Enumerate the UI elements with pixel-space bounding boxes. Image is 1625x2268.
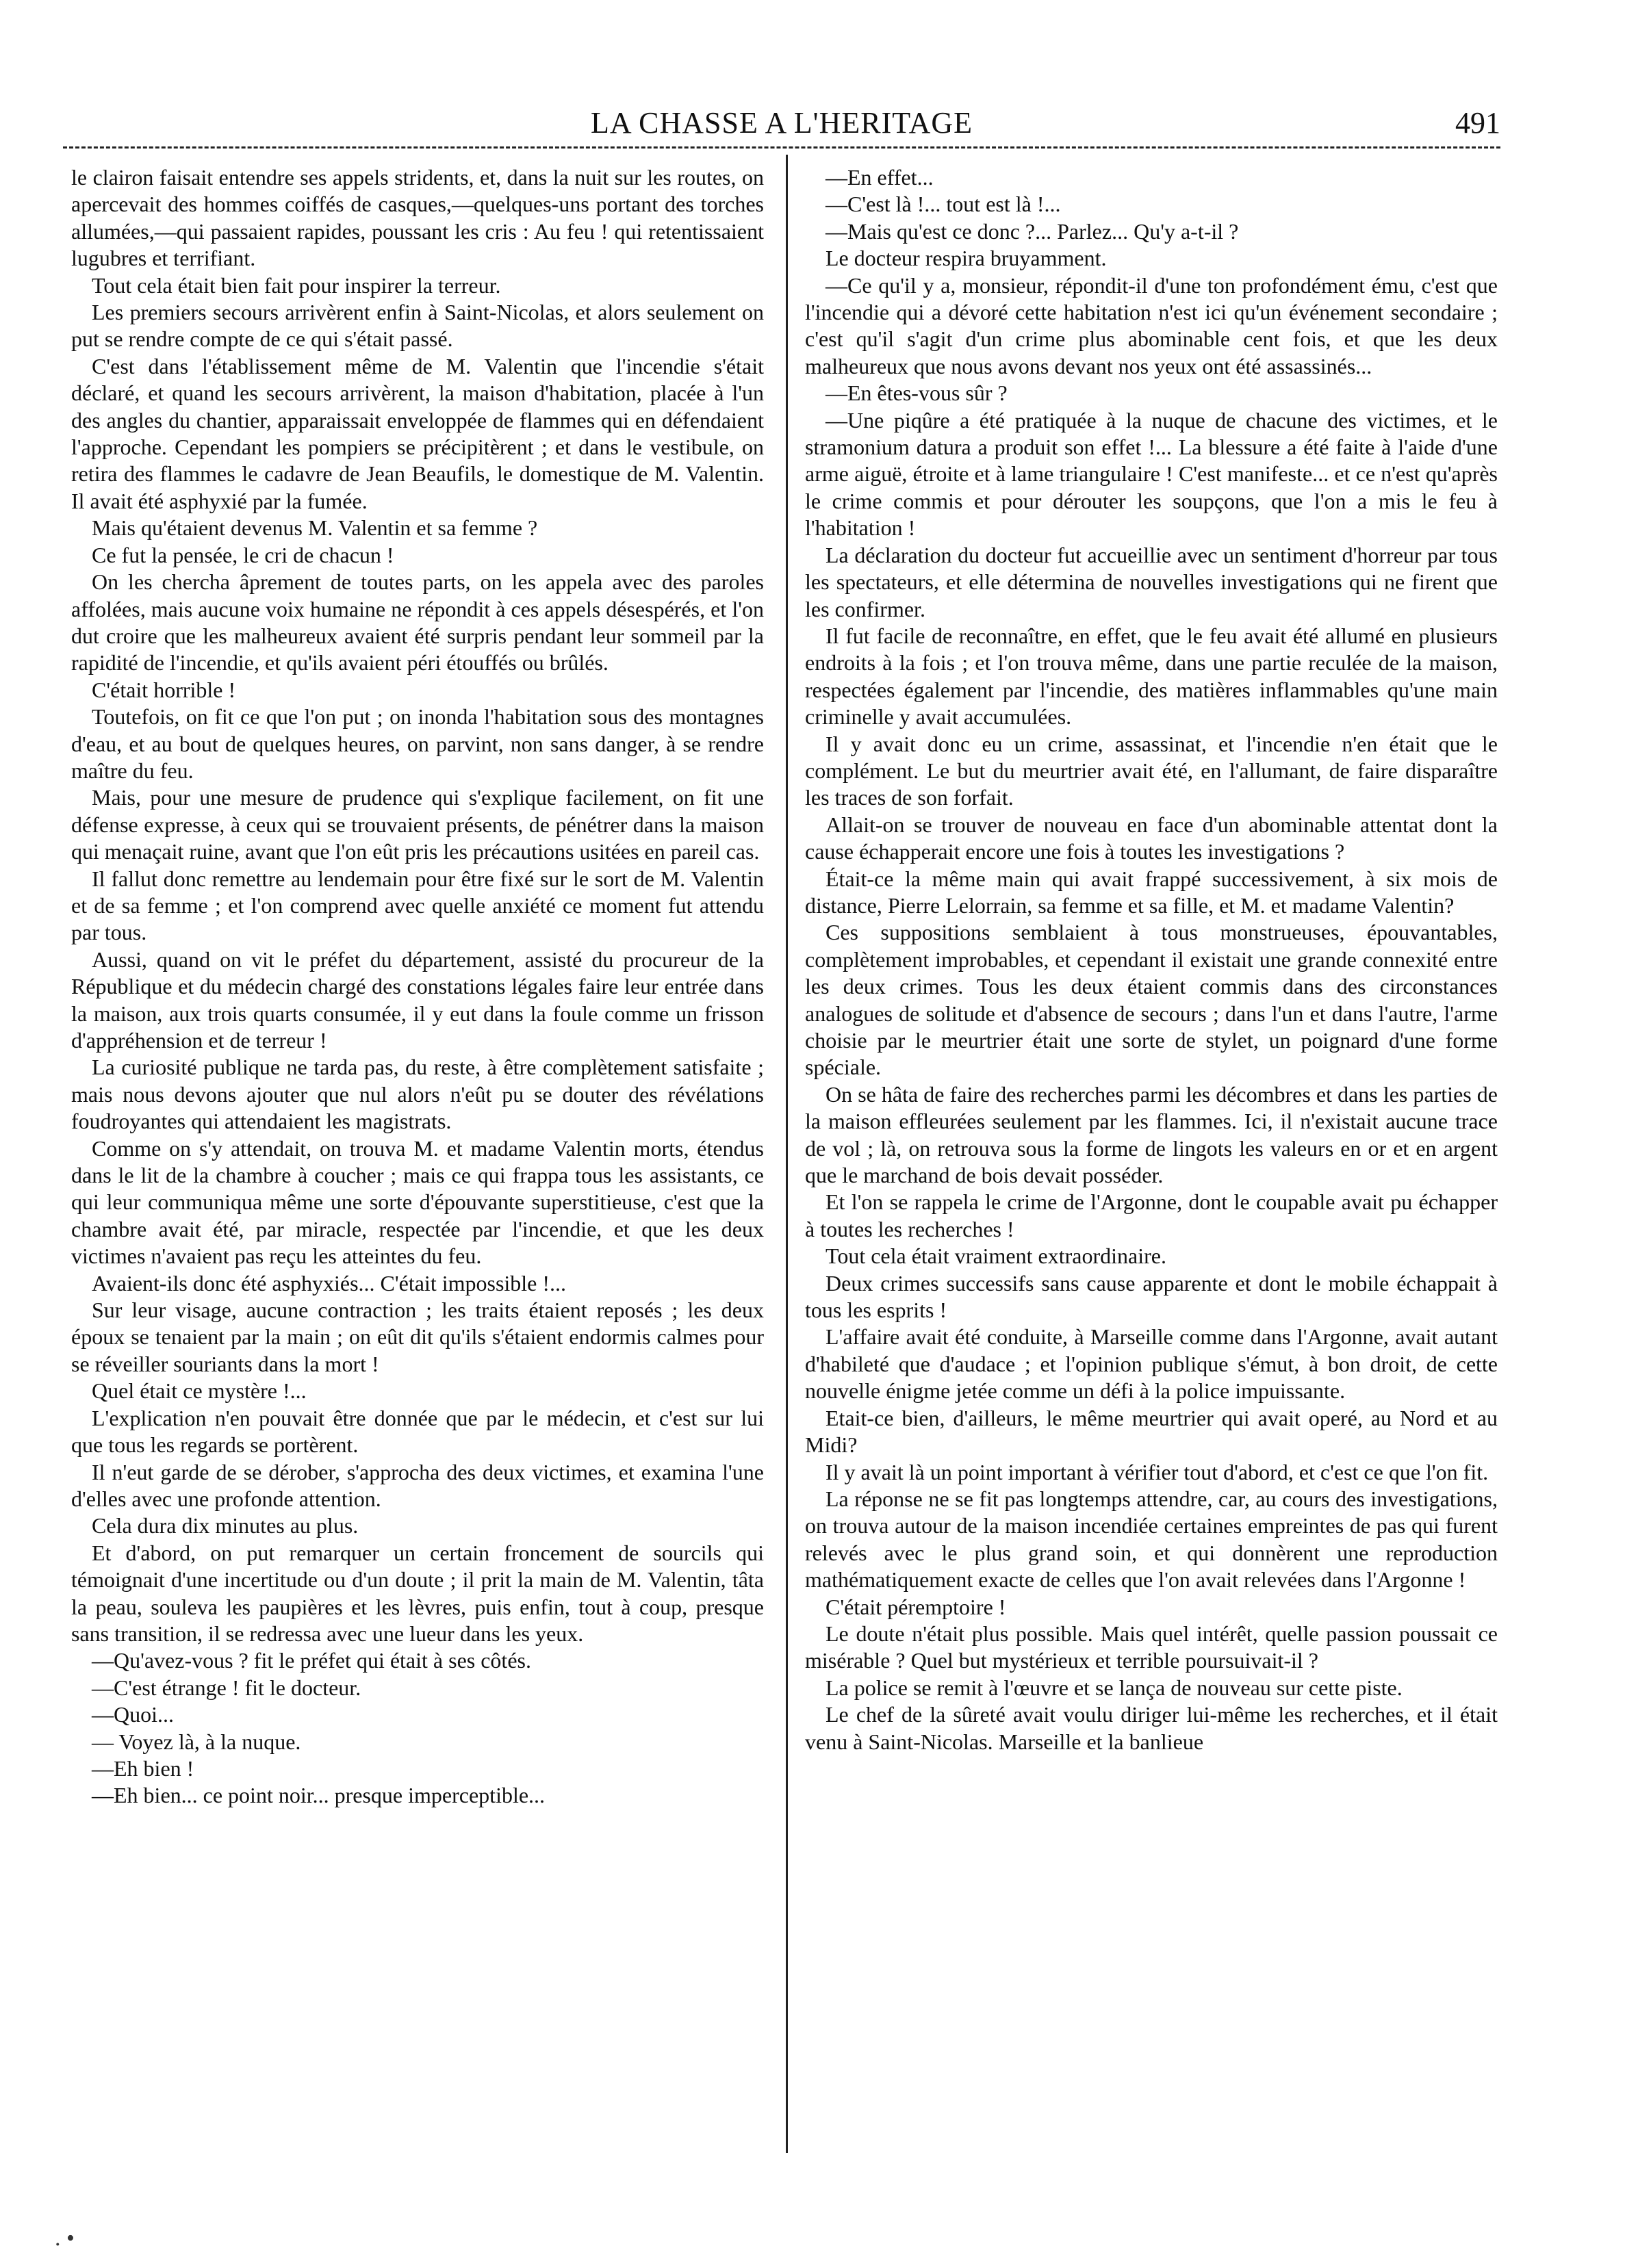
paragraph: Toutefois, on fit ce que l'on put ; on inonda l'habitation sous des montagnes d'eau, et au bout de quelques heures, on parvint, non sans danger, à se rendre maître du feu.	[71, 704, 764, 783]
dialogue-line: —C'est étrange ! fit le docteur.	[92, 1675, 361, 1700]
dialogue-line: —En effet...	[826, 165, 934, 190]
paragraph: Tout cela était vraiment extraordinaire.	[826, 1243, 1166, 1269]
paragraph: Mais qu'étaient devenus M. Valentin et sa femme ?	[92, 515, 538, 541]
dialogue-line: —Qu'avez-vous ? fit le préfet qui était à ses côtés.	[92, 1648, 531, 1673]
running-title: LA CHASSE A L'HERITAGE	[590, 106, 973, 140]
paragraph: Comme on s'y attendait, on trouva M. et madame Valentin morts, étendus dans le lit de la chambre à coucher ; mais ce qui frappa tous les assistants, ce qui leur communiqua même une sorte d'épouvante superstitieuse, c'est que la chambre avait été, par miracle, respectée par l'incendie, et que les deux victimes n'avaient pas reçu les atteintes du feu.	[71, 1135, 764, 1269]
paragraph: Quel était ce mystère !...	[92, 1378, 307, 1404]
dialogue-line: —Quoi...	[92, 1702, 174, 1727]
paragraph: C'était péremptoire !	[826, 1594, 1006, 1619]
paragraph: Sur leur visage, aucune contraction ; les traits étaient reposés ; les deux époux se tenaient par la main ; on eût dit qu'ils s'étaient endormis calmes pour se réveiller souriants dans la mort !	[71, 1298, 764, 1376]
page-number: 491	[1455, 106, 1500, 140]
dialogue-line: —En êtes-vous sûr ?	[826, 381, 1008, 406]
dialogue-line: —Eh bien... ce point noir... presque imperceptible...	[92, 1783, 546, 1808]
paragraph: Et d'abord, on put remarquer un certain froncement de sourcils qui témoignait d'une incertitude ou d'un doute ; il prit la main de M. Valentin, tâta la peau, souleva les paupières et les lèvres, puis enfin, tout à coup, presque sans transition, il se redressa avec une lueur dans les yeux.	[71, 1540, 764, 1646]
paragraph: Le chef de la sûreté avait voulu diriger lui-même les recherches, et il était venu à Saint-Nicolas. Marseille et la banlieue	[805, 1702, 1498, 1754]
paragraph: C'était horrible !	[92, 677, 236, 702]
paragraph: On les chercha âprement de toutes parts, on les appela avec des paroles affolées, mais aucune voix humaine ne répondit à ces appels désespérés, et l'on dut croire que les malheureux avaient été surpris pendant leur sommeil par la rapidité de l'incendie, et qu'ils avaient péri étouffés ou brûlés.	[71, 569, 764, 675]
paragraph: Ce fut la pensée, le cri de chacun !	[92, 542, 394, 567]
paragraph: C'est dans l'établissement même de M. Valentin que l'incendie s'était déclaré, et quand les secours arrivèrent, la maison d'habitation, placée à l'un des angles du chantier, apparaissait enveloppée de flammes qui en défendaient l'approche. Cependant les pompiers se précipitèrent ; et dans le vestibule, on retira des flammes le cadavre de Jean Beaufils, le domestique de M. Valentin. Il avait été asphyxié par la fumée.	[71, 353, 764, 513]
paragraph: Le docteur respira bruyamment.	[826, 246, 1107, 271]
paragraph: Allait-on se trouver de nouveau en face d'un abominable attentat dont la cause échapperait encore une fois à toutes les investigations ?	[805, 812, 1498, 864]
paragraph: Il fut facile de reconnaître, en effet, que le feu avait été allumé en plusieurs endroits à la fois ; et l'on trouva même, dans une partie reculée de la maison, respectées également par l'incendie, des matières inflammables qu'une main criminelle y avait accumulées.	[805, 623, 1498, 730]
paragraph: La réponse ne se fit pas longtemps attendre, car, au cours des investigations, on trouva autour de la maison incendiée certaines empreintes de pas qui furent relevés avec le plus grand soin, et qui donnèrent une reproduction mathématiquement exacte de celles que l'on avait relevées dans l'Argonne !	[805, 1486, 1498, 1593]
right-column	[805, 164, 1498, 1755]
paragraph: La curiosité publique ne tarda pas, du reste, à être complètement satisfaite ; mais nous devons ajouter que nul alors n'eût pu se douter des révélations foudroyantes qui attendaient les magistrats.	[71, 1055, 764, 1134]
paragraph: L'explication n'en pouvait être donnée que par le médecin, et c'est sur lui que tous les regards se portèrent.	[71, 1405, 764, 1458]
paragraph: —Une piqûre a été pratiquée à la nuque de chacune des victimes, et le stramonium datura a produit son effet !... La blessure a été faite à l'aide d'une arme aiguë, étroite et à lame triangulaire ! C'est manifeste... et ce n'est qu'après le crime commis et pour dérouter les soupçons, que l'on a mis le feu à l'habitation !	[805, 407, 1498, 541]
paragraph: Etait-ce bien, d'ailleurs, le même meurtrier qui avait operé, au Nord et au Midi?	[805, 1405, 1498, 1458]
footer-marks: . •	[55, 2226, 75, 2251]
paragraph: Et l'on se rappela le crime de l'Argonne, dont le coupable avait pu échapper à toutes les recherches !	[805, 1189, 1498, 1241]
paragraph: La police se remit à l'œuvre et se lança de nouveau sur cette piste.	[826, 1675, 1403, 1700]
column-divider	[786, 155, 788, 2153]
page-header	[63, 104, 1500, 145]
paragraph: Avaient-ils donc été asphyxiés... C'était impossible !...	[92, 1270, 567, 1296]
paragraph: Il y avait là un point important à vérifier tout d'abord, et c'est ce que l'on fit.	[826, 1459, 1489, 1484]
dialogue-line: —C'est là !... tout est là !...	[826, 192, 1061, 217]
paragraph: Il y avait donc eu un crime, assassinat, et l'incendie n'en était que le complément. Le but du meurtrier avait été, en l'allumant, de faire disparaître les traces de son forfait.	[805, 731, 1498, 810]
paragraph: Le doute n'était plus possible. Mais quel intérêt, quelle passion poussait ce misérable ? Quel but mystérieux et terrible poursuivait-il ?	[805, 1621, 1498, 1673]
paragraph: Deux crimes successifs sans cause apparente et dont le mobile échappait à tous les esprits !	[805, 1270, 1498, 1323]
paragraph: Tout cela était bien fait pour inspirer la terreur.	[92, 272, 501, 298]
paragraph: le clairon faisait entendre ses appels stridents, et, dans la nuit sur les routes, on apercevait des hommes coiffés de casques,—quelques-uns portant des torches allumées,—qui passaient rapides, poussant les cris : Au feu ! qui retentissaient lugubres et terrifiant.	[71, 165, 764, 271]
paragraph: On se hâta de faire des recherches parmi les décombres et dans les parties de la maison effleurées seulement par les flammes. Ici, il n'existait aucune trace de vol ; là, on retrouva sous la forme de lingots les valeurs en or et en argent que le marchand de bois devait posséder.	[805, 1081, 1498, 1188]
paragraph: Cela dura dix minutes au plus.	[92, 1513, 359, 1538]
paragraph: —Ce qu'il y a, monsieur, répondit-il d'une ton profondément ému, c'est que l'incendie qui a dévoré cette habitation n'est ici qu'un événement secondaire ; c'est qu'il s'agit d'un crime plus abominable cent fois, et que les deux malheureux que nous avons devant nos yeux ont été assassinés...	[805, 272, 1498, 378]
dialogue-line: —Mais qu'est ce donc ?... Parlez... Qu'y a-t-il ?	[826, 218, 1239, 244]
dialogue-line: — Voyez là, à la nuque.	[92, 1729, 301, 1754]
paragraph: La déclaration du docteur fut accueillie avec un sentiment d'horreur par tous les spectateurs, et elle détermina de nouvelles investigations qui ne firent que les confirmer.	[805, 542, 1498, 621]
paragraph: Il fallut donc remettre au lendemain pour être fixé sur le sort de M. Valentin et de sa femme ; et l'on comprend avec quelle anxiété ce moment fut attendu par tous.	[71, 866, 764, 945]
paragraph: L'affaire avait été conduite, à Marseille comme dans l'Argonne, avait autant d'habileté que d'audace ; et l'opinion publique s'émut, à bon droit, de cette nouvelle énigme jetée comme un défi à la police impuissante.	[805, 1324, 1498, 1404]
paragraph: Aussi, quand on vit le préfet du département, assisté du procureur de la République et du médecin chargé des constations légales faire leur entrée dans la maison, aux trois quarts consumée, il y eut dans la foule comme un frisson d'appréhension et de terreur !	[71, 946, 764, 1053]
left-column	[71, 164, 764, 1809]
header-rule	[63, 146, 1500, 149]
dialogue-line: —Eh bien !	[92, 1755, 194, 1781]
paragraph: Les premiers secours arrivèrent enfin à Saint-Nicolas, et alors seulement on put se rendre compte de ce qui s'était passé.	[71, 300, 764, 352]
paragraph: Ces suppositions semblaient à tous monstrueuses, épouvantables, complètement improbables, et cependant il existait une grande connexité entre les deux crimes. Tous les deux étaient commis dans des circonstances analogues de solitude et d'absence de secours ; dans l'un et dans l'autre, l'arme choisie par le meurtrier était une sorte de stylet, un poignard d'une forme spéciale.	[805, 920, 1498, 1080]
paragraph: Il n'eut garde de se dérober, s'approcha des deux victimes, et examina l'une d'elles avec une profonde attention.	[71, 1459, 764, 1511]
paragraph: Mais, pour une mesure de prudence qui s'explique facilement, on fit une défense expresse, à ceux qui se trouvaient présents, de pénétrer dans la maison qui menaçait ruine, avant que l'on eût pris les précautions usitées en pareil cas.	[71, 785, 764, 864]
paragraph: Était-ce la même main qui avait frappé successivement, à six mois de distance, Pierre Lelorrain, sa femme et sa fille, et M. et madame Valentin?	[805, 866, 1498, 918]
